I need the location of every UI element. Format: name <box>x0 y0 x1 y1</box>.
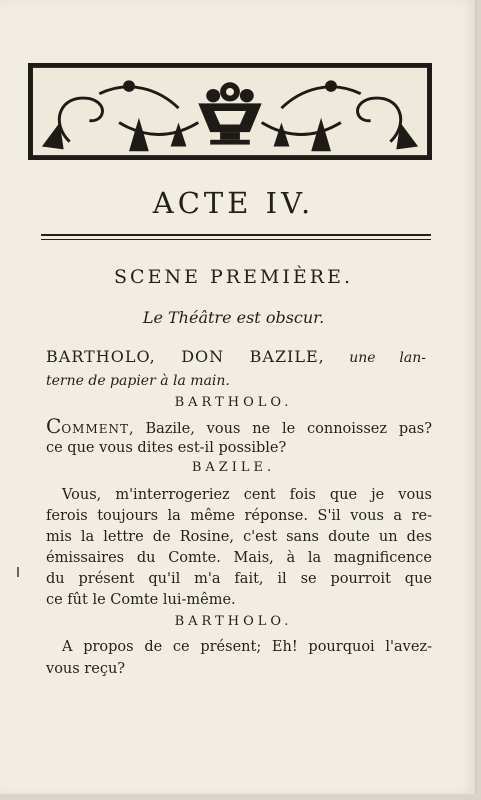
stage-direction: Le Théâtre est obscur. <box>142 308 325 327</box>
dialogue-line: du présent qu'il m'a fait, il se pourroit que <box>46 571 432 587</box>
character-line-2 <box>46 369 426 392</box>
character-list <box>46 346 426 392</box>
character-names: BARTHOLO, DON BAZILE, <box>46 347 325 366</box>
dialogue-line: mis la lettre de Rosine, c'est sans doute un des <box>46 529 432 545</box>
dialogue-line: Vous, m'interrogeriez cent fois que je vous <box>62 487 432 503</box>
scene-title: SCENE PREMIÈRE. <box>114 266 353 288</box>
drop-capital: C <box>46 414 62 438</box>
thick-rule-divider <box>41 234 431 236</box>
thin-rule-divider <box>41 239 431 240</box>
dialogue-line: ce fût le Comte lui-même. <box>46 592 236 608</box>
headpiece-engraving <box>30 65 430 158</box>
speaker-label: BARTHOLO. <box>174 614 293 629</box>
character-direction-1: une lan- <box>349 350 426 366</box>
speaker-label: BAZILE. <box>191 460 276 475</box>
floral-headpiece-ornament <box>28 63 432 160</box>
margin-mark <box>17 567 19 577</box>
dialogue-text: , Bazile, vous ne le connoissez pas? <box>129 421 432 437</box>
dialogue-line: A propos de ce présent; Eh! pourquoi l'avez- <box>62 639 432 655</box>
character-direction-2: terne de papier à la main. <box>46 373 230 389</box>
dialogue-line: vous reçu? <box>46 661 126 677</box>
dialogue-line: émissaires du Comte. Mais, à la magnificence <box>46 550 432 566</box>
character-line-1 <box>46 346 426 369</box>
small-caps-word: OMMENT <box>61 422 129 436</box>
dialogue-line: ce que vous dites est-il possible? <box>46 440 287 456</box>
dialogue-line: ferois toujours la même réponse. S'il vous a re- <box>46 508 432 524</box>
speaker-label: BARTHOLO. <box>174 395 293 410</box>
dialogue-line <box>46 416 432 439</box>
act-heading: ACTE IV. <box>152 186 315 220</box>
